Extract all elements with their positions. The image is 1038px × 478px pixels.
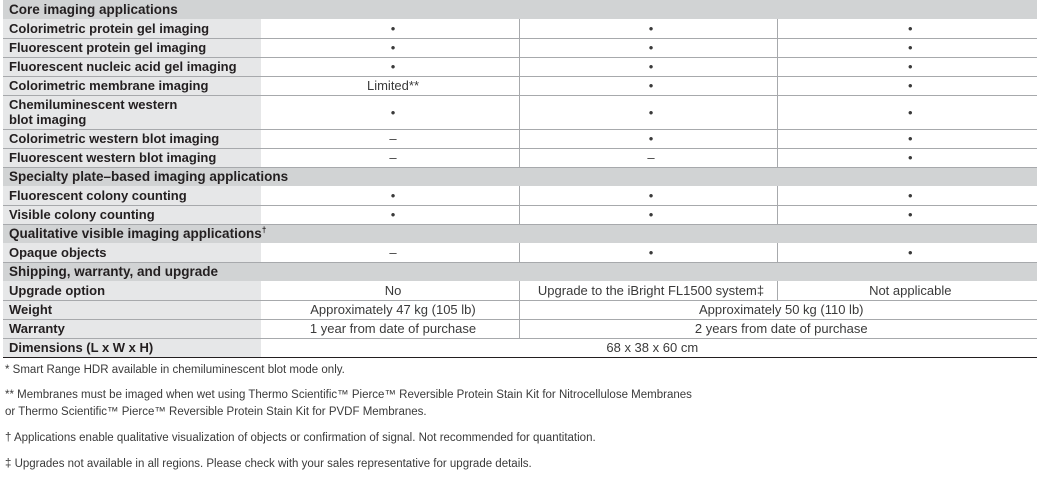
cell-value: • bbox=[261, 186, 519, 205]
section-row-specialty bbox=[3, 167, 1037, 186]
cell-value: • bbox=[519, 19, 777, 38]
cell-value: • bbox=[519, 76, 777, 95]
cell-value: • bbox=[777, 76, 1037, 95]
row-label: Visible colony counting bbox=[3, 205, 261, 224]
row-label: Colorimetric membrane imaging bbox=[3, 76, 261, 95]
dagger-mark: † bbox=[261, 225, 267, 235]
cell-value: • bbox=[519, 38, 777, 57]
cell-value: • bbox=[519, 129, 777, 148]
footnote: or Thermo Scientific™ Pierce™ Reversible Protein Stain Kit for PVDF Membranes. bbox=[5, 406, 427, 418]
cell-value: • bbox=[777, 186, 1037, 205]
cell-value: Approximately 47 kg (105 lb) bbox=[261, 300, 519, 319]
row-label: Fluorescent colony counting bbox=[3, 186, 261, 205]
row-label: Upgrade option bbox=[3, 281, 261, 300]
section-heading: Specialty plate–based imaging applications bbox=[3, 167, 1037, 186]
cell-value: • bbox=[777, 38, 1037, 57]
table-row bbox=[3, 148, 1037, 167]
cell-value: 2 years from date of purchase bbox=[519, 319, 1037, 338]
table-row bbox=[3, 76, 1037, 95]
table-row bbox=[3, 338, 1037, 357]
cell-value: 1 year from date of purchase bbox=[261, 319, 519, 338]
cell-value: • bbox=[777, 129, 1037, 148]
section-row-shipping bbox=[3, 262, 1037, 281]
footnote: ** Membranes must be imaged when wet using Thermo Scientific™ Pierce™ Reversible Protein Stain Kit for Nitrocellulose Membranes bbox=[5, 389, 692, 401]
footnote: † Applications enable qualitative visualization of objects or confirmation of signal. Not recommended for quantitation. bbox=[5, 432, 596, 444]
table-row bbox=[3, 243, 1037, 262]
row-label: Fluorescent nucleic acid gel imaging bbox=[3, 57, 261, 76]
table-row bbox=[3, 319, 1037, 338]
cell-value: – bbox=[261, 129, 519, 148]
cell-value: Limited** bbox=[261, 76, 519, 95]
cell-value: No bbox=[261, 281, 519, 300]
row-label: Colorimetric western blot imaging bbox=[3, 129, 261, 148]
table-row bbox=[3, 57, 1037, 76]
cell-value: • bbox=[519, 205, 777, 224]
cell-value: • bbox=[777, 148, 1037, 167]
table-row bbox=[3, 129, 1037, 148]
cell-value: • bbox=[261, 57, 519, 76]
cell-value: • bbox=[519, 243, 777, 262]
section-heading: Core imaging applications bbox=[3, 0, 1037, 19]
section-heading bbox=[3, 224, 1037, 243]
section-row-core bbox=[3, 0, 1037, 19]
table-row bbox=[3, 300, 1037, 319]
table-row bbox=[3, 19, 1037, 38]
footnote: ‡ Upgrades not available in all regions. Please check with your sales representative for upgrade details. bbox=[5, 458, 532, 470]
table-row bbox=[3, 281, 1037, 300]
table-row bbox=[3, 186, 1037, 205]
cell-value: • bbox=[777, 19, 1037, 38]
table-row bbox=[3, 205, 1037, 224]
row-label: Chemiluminescent western blot imaging bbox=[3, 95, 261, 129]
footnote: * Smart Range HDR available in chemiluminescent blot mode only. bbox=[5, 364, 345, 376]
cell-value: • bbox=[777, 205, 1037, 224]
row-label: Fluorescent western blot imaging bbox=[3, 148, 261, 167]
row-label: Colorimetric protein gel imaging bbox=[3, 19, 261, 38]
cell-value: – bbox=[261, 243, 519, 262]
cell-value: 68 x 38 x 60 cm bbox=[261, 338, 1037, 357]
spec-table bbox=[3, 0, 1037, 358]
row-label: Opaque objects bbox=[3, 243, 261, 262]
cell-value: – bbox=[519, 148, 777, 167]
cell-value: • bbox=[519, 186, 777, 205]
cell-value: • bbox=[777, 95, 1037, 129]
cell-value: • bbox=[261, 19, 519, 38]
row-label: Dimensions (L x W x H) bbox=[3, 338, 261, 357]
cell-value: Upgrade to the iBright FL1500 system‡ bbox=[519, 281, 777, 300]
cell-value: • bbox=[777, 243, 1037, 262]
row-label: Fluorescent protein gel imaging bbox=[3, 38, 261, 57]
cell-value: Approximately 50 kg (110 lb) bbox=[519, 300, 1037, 319]
cell-value: • bbox=[519, 57, 777, 76]
cell-value: Not applicable bbox=[777, 281, 1037, 300]
row-label: Weight bbox=[3, 300, 261, 319]
table-row bbox=[3, 95, 1037, 129]
row-label: Warranty bbox=[3, 319, 261, 338]
section-heading: Shipping, warranty, and upgrade bbox=[3, 262, 1037, 281]
section-heading-text: Qualitative visible imaging applications bbox=[9, 226, 262, 242]
cell-value: • bbox=[519, 95, 777, 129]
table-row bbox=[3, 38, 1037, 57]
cell-value: • bbox=[777, 57, 1037, 76]
cell-value: • bbox=[261, 95, 519, 129]
cell-value: • bbox=[261, 38, 519, 57]
cell-value: • bbox=[261, 205, 519, 224]
section-row-qualitative bbox=[3, 224, 1037, 243]
cell-value: – bbox=[261, 148, 519, 167]
